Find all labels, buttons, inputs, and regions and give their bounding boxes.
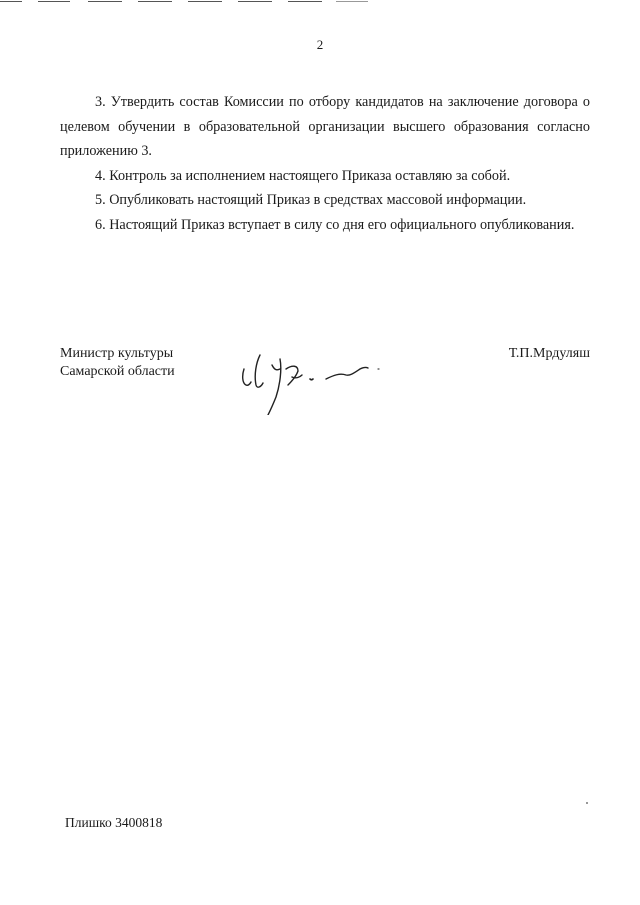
paragraph-item-5: 5. Опубликовать настоящий Приказ в средствах массовой информации. <box>95 192 527 208</box>
signer-title-line-2: Самарской области <box>60 364 175 379</box>
top-scan-rule <box>0 0 370 4</box>
paragraph-item-6: 6. Настоящий Приказ вступает в силу со дня его официального опубликования. <box>95 216 575 233</box>
signer-title-line-1: Министр культуры <box>60 346 174 361</box>
paragraph-item-4: 4. Контроль за исполнением настоящего Приказа оставляю за собой. <box>95 167 511 184</box>
signer-name: Т.П.Мрдуляш <box>508 346 590 361</box>
signature-block <box>60 345 590 415</box>
executor-note: Плишко 3400818 <box>65 815 163 830</box>
document-body <box>60 90 590 237</box>
signer-title <box>60 345 175 381</box>
paragraph-item-3: 3. Утвердить состав Комиссии по отбору кандидатов на заключение договора о целевом обучении в образовательной организации высшего образования согласно приложению 3. <box>60 94 590 159</box>
scan-speck <box>586 802 588 804</box>
page-number: 2 <box>316 37 324 52</box>
handwritten-signature <box>230 345 430 415</box>
